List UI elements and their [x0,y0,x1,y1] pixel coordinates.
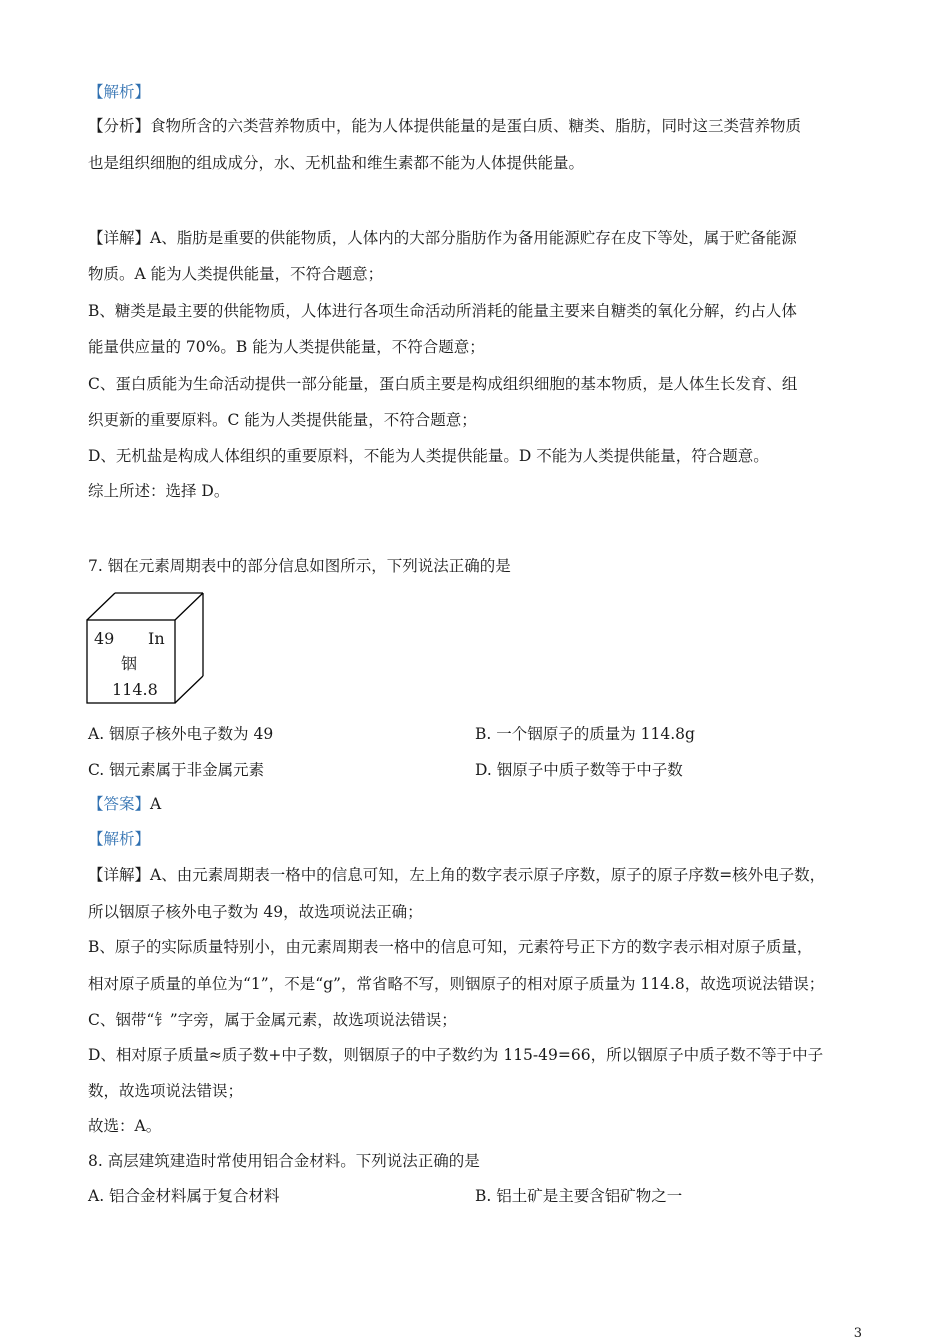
question-7-stem: 7. 铟在元素周期表中的部分信息如图所示，下列说法正确的是 [88,557,511,575]
q7-conclusion: 故选：A。 [88,1117,162,1135]
detail-line-3: B、糖类是最主要的供能物质，人体进行各项生命活动所消耗的能量主要来自糖类的氧化分解，约占人体 [88,302,797,320]
analysis-line-2: 也是组织细胞的组成成分，水、无机盐和维生素都不能为人体提供能量。 [88,154,585,172]
q7-detail-line-2: 所以铟原子核外电子数为 49，故选项说法正确； [88,903,423,921]
q7-option-a: A. 铟原子核外电子数为 49 [88,725,274,743]
detail-line-5: C、蛋白质能为生命活动提供一部分能量，蛋白质主要是构成组织细胞的基本物质，是人体生长发育、组 [88,375,798,393]
summary-line: 综上所述：选择 D。 [88,482,230,500]
q7-option-d: D. 铟原子中质子数等于中子数 [475,761,683,779]
question-8-stem: 8. 高层建筑建造时常使用铝合金材料。下列说法正确的是 [88,1152,480,1170]
answer-value: A [150,795,162,813]
q7-detail-line-4: 相对原子质量的单位为“1”，不是“g”，常省略不写，则铟原子的相对原子质量为 114.8，故选项说法错误； [88,975,825,993]
element-symbol: In [148,629,165,648]
q7-detail-line-7: 数，故选项说法错误； [88,1082,244,1100]
analysis-line-1: 【分析】食物所含的六类营养物质中，能为人体提供能量的是蛋白质、糖类、脂肪，同时这三类营养物质 [88,117,802,135]
page-number: 3 [853,1326,862,1341]
q7-detail-line-5: C、铟带“钅”字旁，属于金属元素，故选项说法错误； [88,1011,457,1029]
q7-analysis-heading: 【解析】 [88,830,151,848]
q7-answer [88,794,161,814]
detail-line-4: 能量供应量的 70%。B 能为人类提供能量，不符合题意； [88,338,485,356]
q7-detail-line-6: D、相对原子质量≈质子数+中子数，则铟原子的中子数约为 115-49=66，所以铟原子中质子数不等于中子 [88,1046,824,1064]
atomic-mass: 114.8 [112,680,158,699]
q7-detail-line-3: B、原子的实际质量特别小，由元素周期表一格中的信息可知，元素符号正下方的数字表示相对原子质量， [88,938,813,956]
detail-line-1: 【详解】A、脂肪是重要的供能物质，人体内的大部分脂肪作为备用能源贮存在皮下等处，属于贮备能源 [88,229,797,247]
atomic-number: 49 [94,629,115,648]
q8-option-a: A. 铝合金材料属于复合材料 [88,1187,280,1205]
detail-line-7: D、无机盐是构成人体组织的重要原料，不能为人类提供能量。D 不能为人类提供能量，符合题意。 [88,447,769,465]
q7-option-b: B. 一个铟原子的质量为 114.8g [475,725,695,743]
element-cell-figure [86,592,208,704]
analysis-heading: 【解析】 [88,83,151,101]
element-name: 铟 [121,654,138,673]
q7-detail-line-1: 【详解】A、由元素周期表一格中的信息可知，左上角的数字表示原子序数，原子的原子序数=核外电子数， [88,866,826,884]
detail-line-6: 织更新的重要原料。C 能为人类提供能量，不符合题意； [88,411,477,429]
answer-tag: 【答案】 [88,795,151,813]
detail-line-2: 物质。A 能为人类提供能量，不符合题意； [88,265,384,283]
q7-option-c: C. 铟元素属于非金属元素 [88,761,265,779]
q8-option-b: B. 铝土矿是主要含铝矿物之一 [475,1187,683,1205]
